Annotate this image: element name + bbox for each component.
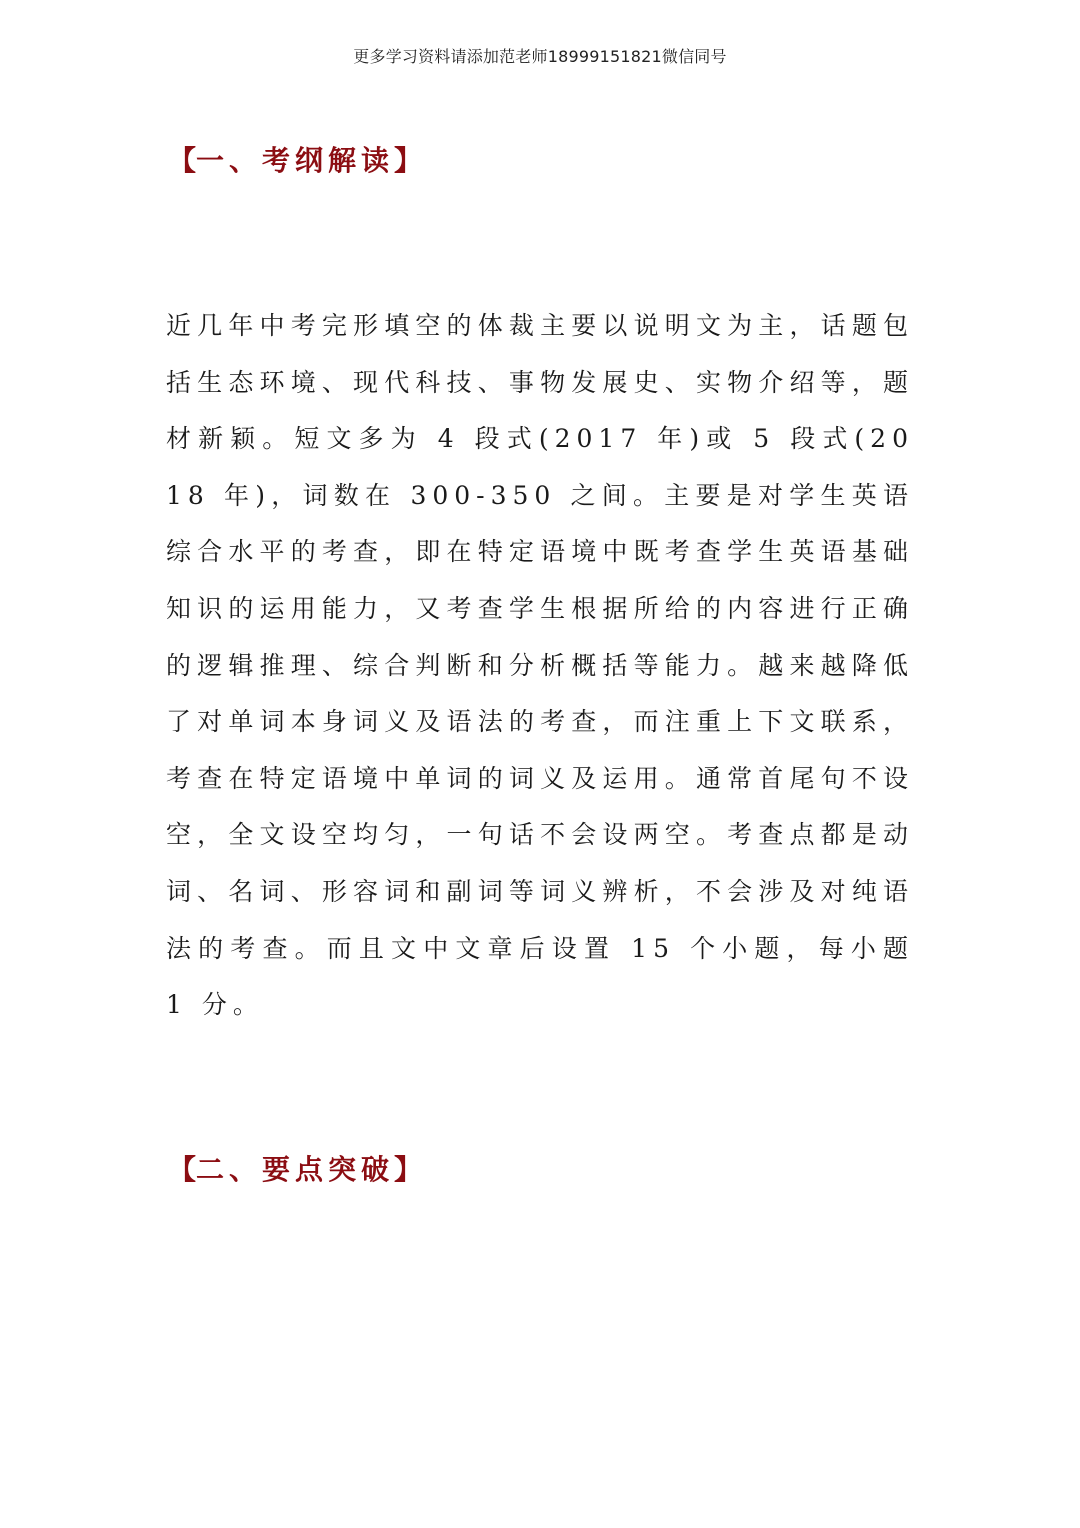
page-header-contact: 更多学习资料请添加范老师18999151821微信同号 <box>353 47 727 66</box>
exam-outline-paragraph: 近几年中考完形填空的体裁主要以说明文为主，话题包括生态环境、现代科技、事物发展史、实物介绍等，题材新颖。短文多为 4 段式(2017 年)或 5 段式(2018 年)，词数在 300-350 之间。主要是对学生英语综合水平的考查，即在特定语境中既考查学生英语基础知识的运用能力，又考查学生根据所给的内容进行正确的逻辑推理、综合判断和分析概括等能力。越来越降低了对单词本身词义及语法的考查，而注重上下文联系，考查在特定语境中单词的词义及运用。通常首尾句不设空，全文设空均匀，一句话不会设两空。考查点都是动词、名词、形容词和副词等词义辨析，不会涉及对纯语法的考查。而且文中文章后设置 15 个小题，每小题 1 分。 <box>166 311 914 1020</box>
section-heading-key-points <box>168 1148 422 1188</box>
heading-bracket-open: 【 <box>168 1153 197 1186</box>
section-heading-exam-outline <box>168 139 422 179</box>
heading-bracket-close: 】 <box>394 1153 423 1186</box>
heading-bracket-open: 【 <box>168 144 197 177</box>
heading-title: 二、要点突破 <box>196 1153 395 1186</box>
heading-bracket-close: 】 <box>394 144 423 177</box>
heading-title: 一、考纲解读 <box>196 144 395 177</box>
